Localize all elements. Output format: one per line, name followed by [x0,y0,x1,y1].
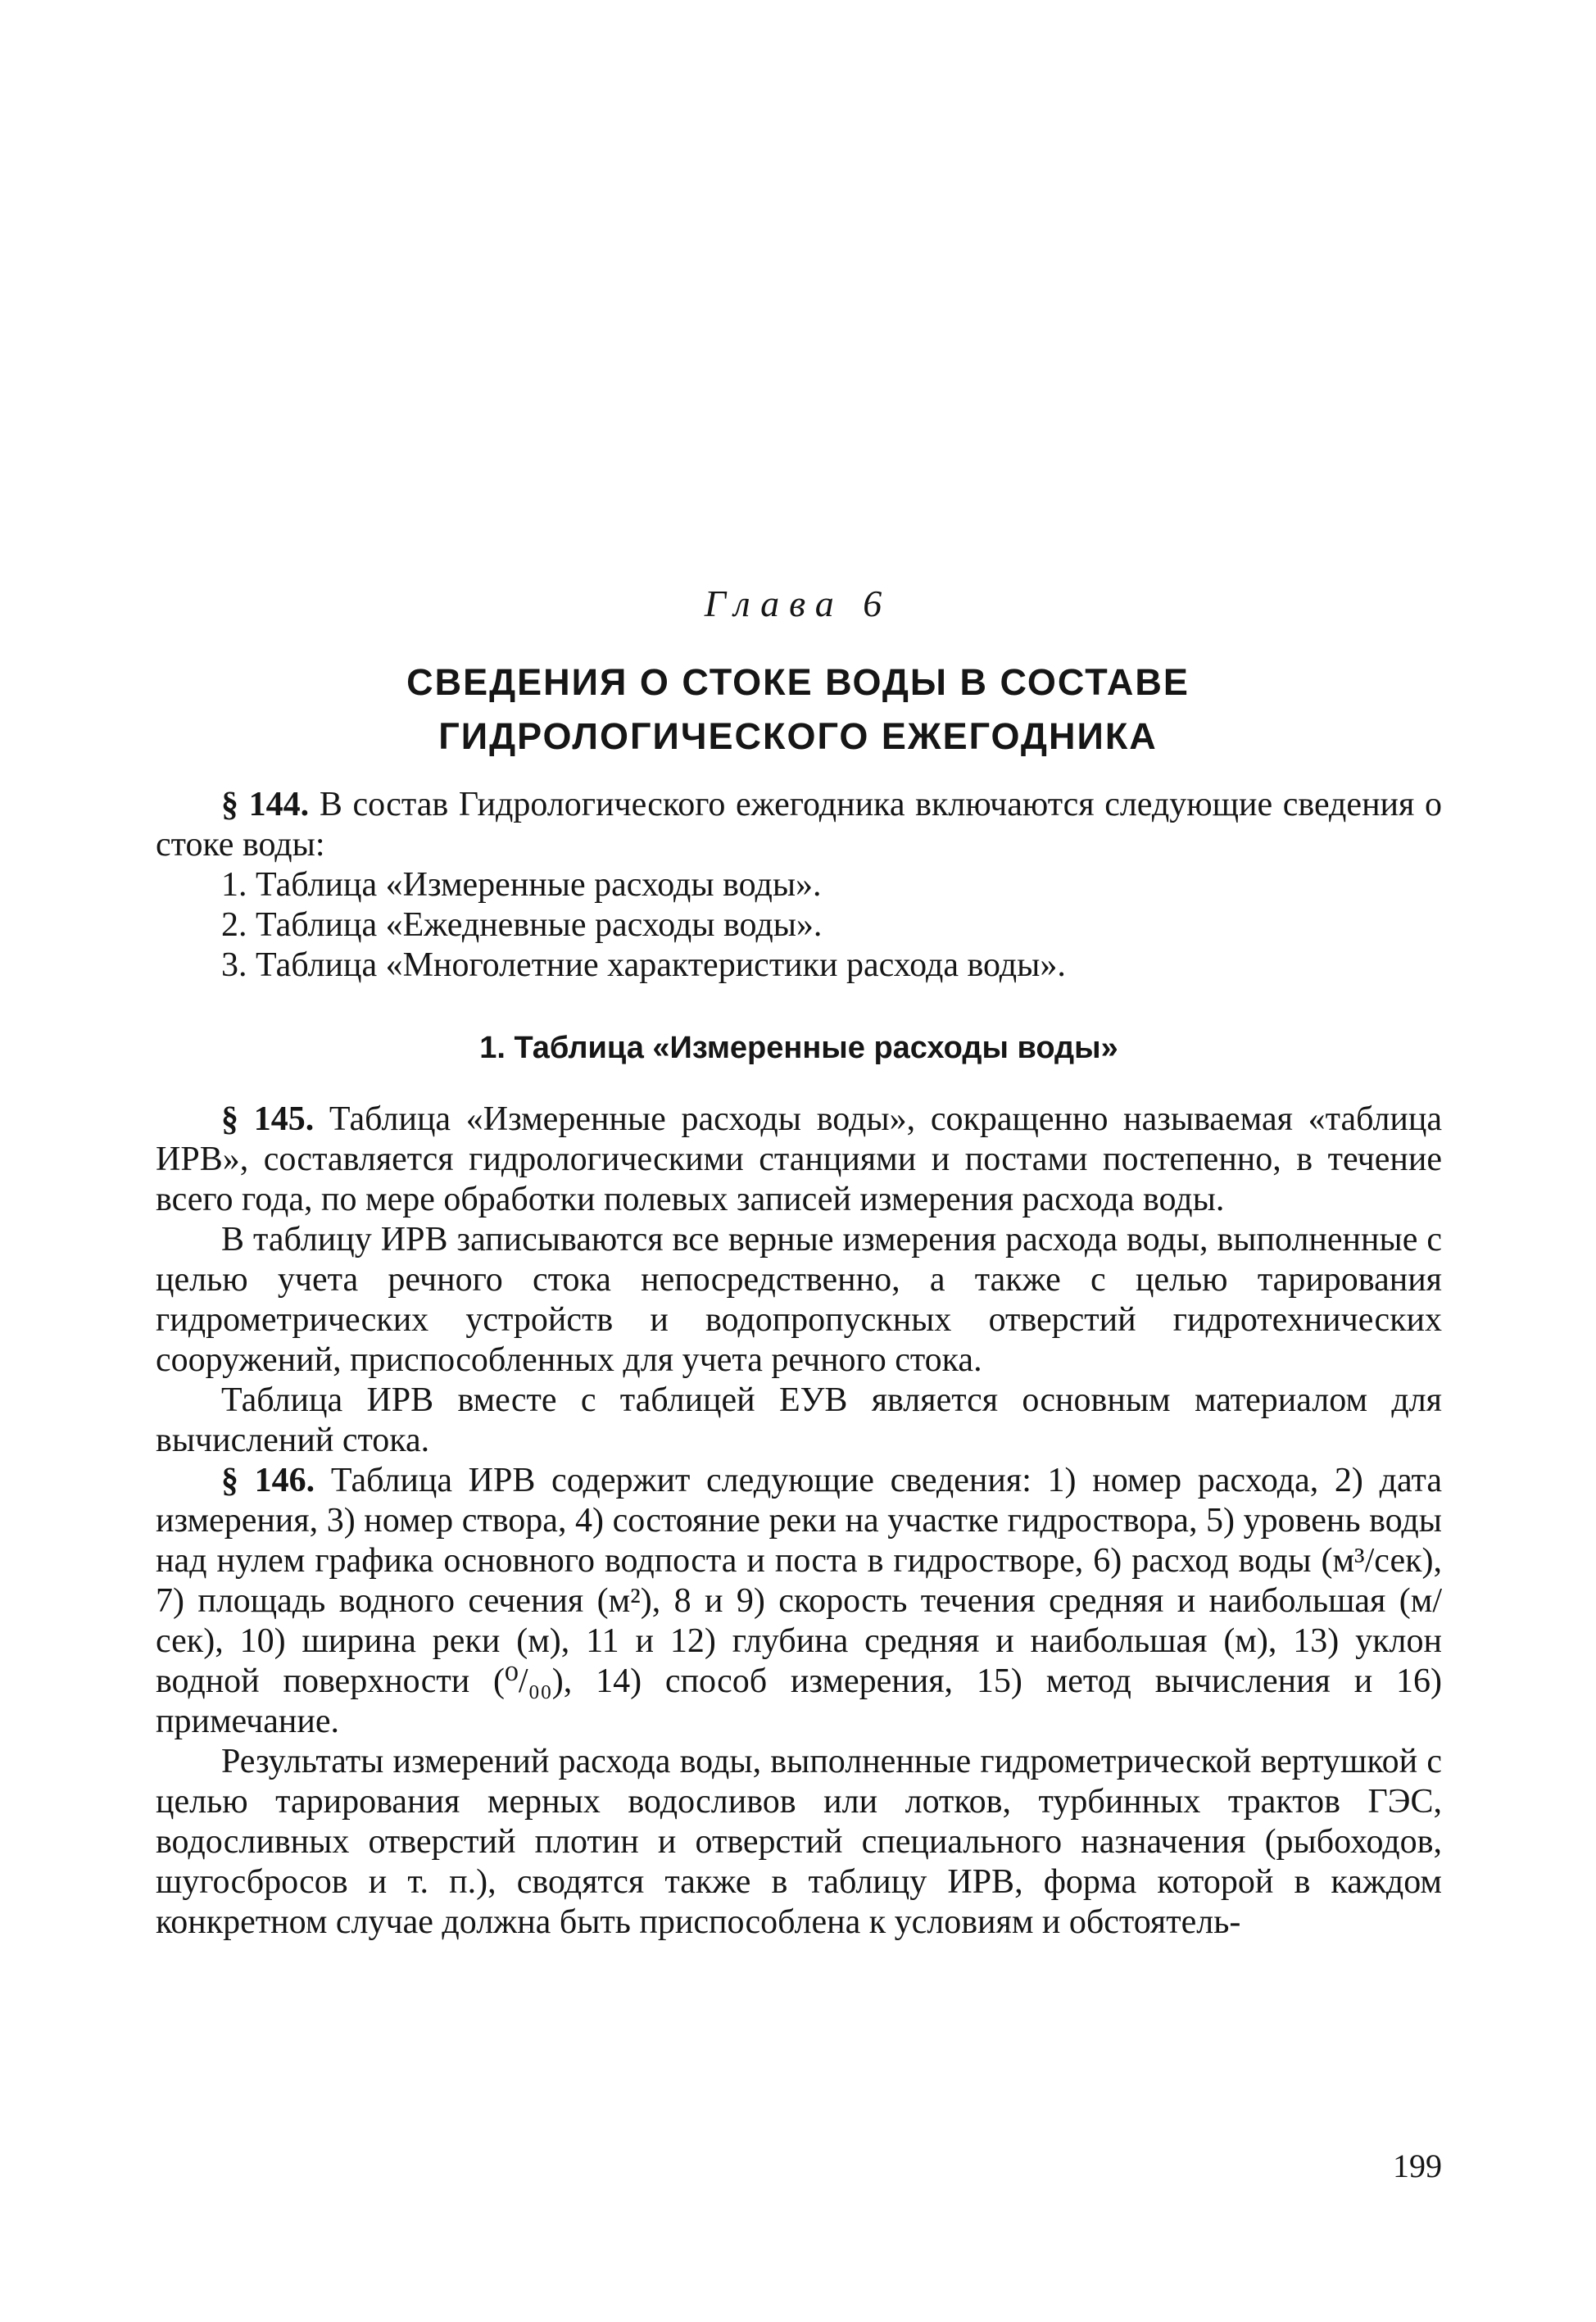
page-number: 199 [1393,2147,1442,2184]
chapter-title-line-1: СВЕДЕНИЯ О СТОКЕ ВОДЫ В СОСТАВЕ [406,661,1190,703]
chapter-title [0,655,1596,764]
paragraph-irv-euv: Таблица ИРВ вместе с таблицей ЕУВ является основным материалом для вычислений стока. [156,1381,1442,1459]
chapter-title-line-2: ГИДРОЛОГИЧЕСКОГО ЕЖЕГОДНИКА [438,715,1158,757]
body-text [156,785,1442,1943]
contents-list [156,865,1442,986]
paragraph-results: Результаты измерений расхода воды, выполненные гидрометрической вертушкой с целью тарирования мерных водосливов или лотков, турбинных трактов ГЭС, водосливных отверстий плотин и отверстий специального назначения (рыбоходов, шугосбросов и т. п.), сводятся также в таблицу ИРВ, форма которой в каждом конкретном случае должна быть приспособлена к условиям и обстоятель- [156,1743,1442,1941]
paragraph-text: В состав Гидрологического ежегодника включаются следующие сведения о стоке воды: [156,786,1443,864]
chapter-label: Глава 6 [704,583,892,624]
paragraph-144 [156,785,1442,865]
list-item: 3. Таблица «Многолетние характеристики расхода воды». [221,946,1066,984]
paragraph-irv-contents: В таблицу ИРВ записываются все верные измерения расхода воды, выполненные с целью учета речного стока непосредственно, а также с целью тарирования гидрометрических устройств и водопропускных отверстий гидротехнических сооружений, приспособленных для учета речного стока. [156,1221,1442,1379]
section-number: § 145. [221,1100,315,1138]
list-item: 1. Таблица «Измеренные расходы воды». [221,866,822,904]
paragraph-text: Таблица «Измеренные расходы воды», сокращенно называемая «таблица ИРВ», составляется гидрологическими станциями и постами постепенно, в течение всего года, по мере обработки полевых записей измерения расхода воды. [156,1100,1443,1218]
section-number: § 144. [221,786,310,823]
paragraph-text: Таблица ИРВ содержит следующие сведения: 1) номер расхода, 2) дата измерения, 3) номер створа, 4) состояние реки на участке гидроствора, 5) уровень воды над нулем графика основного водпоста и поста в гидростворе, 6) расход воды (м³/сек), 7) площадь водного сечения (м²), 8 и 9) скорость течения средняя и наибольшая (м/сек), 10) ширина реки (м), 11 и 12) глубина средняя и наибольшая (м), 13) уклон водной поверхности (⁰/₀₀), 14) способ измерения, 15) метод вычисления и 16) примечание. [156,1462,1443,1740]
paragraph-146 [156,1461,1442,1742]
paragraph-145 [156,1100,1442,1220]
section-heading: 1. Таблица «Измеренные расходы воды» [479,1031,1118,1065]
list-item: 2. Таблица «Ежедневные расходы воды». [221,906,823,944]
section-number: § 146. [221,1462,315,1499]
